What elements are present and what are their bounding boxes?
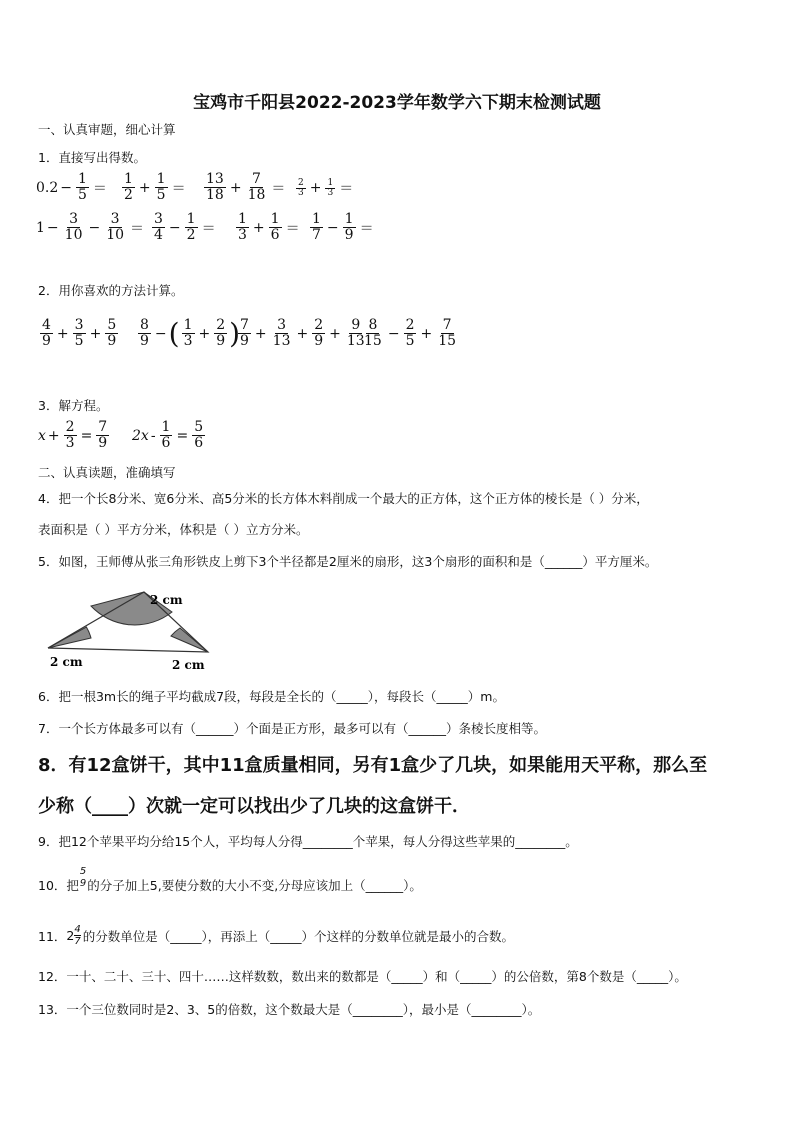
- q2-expression-3: $\frac{7}{9}$ + $\frac{3}{13}$ + $\frac{2}{9}$ + $\frac{9}{13}$: [240, 317, 365, 349]
- label-left: 2 cm: [50, 655, 83, 669]
- q3-equation-2: 2x - $\frac{1}{6}$ = $\frac{5}{6}$: [132, 419, 204, 451]
- question-10: 10．把 5 9 的分子加上5,要使分数的大小不变,分母应该加上（______）。: [38, 866, 422, 893]
- question-2-prompt: 2．用你喜欢的方法计算。: [38, 283, 184, 298]
- question-12: 12．一十、二十、三十、四十……这样数数，数出来的数都是（_____）和（_____）的公倍数，第8个数是（_____）。: [38, 969, 687, 984]
- question-8-line-2: 少称（____）次就一定可以找出少了几块的这盒饼干．: [38, 796, 470, 817]
- section-2-heading: 二、认真读题，准确填写: [38, 465, 176, 480]
- fraction: 5 9: [79, 866, 87, 889]
- question-13: 13．一个三位数同时是2、3、5的倍数，这个数最大是（________），最小是（________）。: [38, 1002, 541, 1017]
- question-8-line-1: 8．有12盒饼干，其中11盒质量相同，另有1盒少了几块，如果能用天平称，那么至: [38, 755, 708, 776]
- fraction: 4 7: [74, 924, 81, 947]
- label-top: 2 cm: [150, 593, 183, 607]
- q1-row2-item1: 1 − $\frac{3}{10}$ − $\frac{3}{10}$ ＝: [36, 211, 145, 243]
- question-6: 6．把一根3m长的绳子平均截成7段，每段是全长的（_____），每段长（_____）m。: [38, 689, 505, 704]
- q1-row1-item4: $\frac{2}{3}$ + $\frac{1}{3}$ ＝: [298, 177, 354, 198]
- question-4-line-1: 4．把一个长8分米、宽6分米、高5分米的长方体木料削成一个最大的正方体，这个正方体的棱长是（ ）分米，: [38, 491, 649, 506]
- q3-equation-1: x + $\frac{2}{3}$ = $\frac{7}{9}$: [38, 419, 108, 451]
- question-1-prompt: 1．直接写出得数。: [38, 150, 146, 165]
- question-3-prompt: 3．解方程。: [38, 398, 109, 413]
- page-title: 宝鸡市千阳县2022-2023学年数学六下期末检测试题: [193, 93, 601, 113]
- triangle-sectors-figure: [38, 586, 218, 674]
- question-9: 9．把12个苹果平均分给15个人，平均每人分得________个苹果，每人分得这些苹果的________。: [38, 834, 578, 849]
- label-right: 2 cm: [172, 658, 205, 672]
- q1-row1-item1: 0.2 − $\frac{1}{5}$ ＝: [36, 171, 107, 203]
- q1-row2-item2: $\frac{3}{4}$ − $\frac{1}{2}$ ＝: [154, 211, 216, 243]
- q1-row1-item2: $\frac{1}{2}$ + $\frac{1}{5}$ ＝: [124, 171, 186, 203]
- q1-row2-item3: $\frac{1}{3}$ + $\frac{1}{6}$ ＝: [238, 211, 300, 243]
- right-sector: [171, 628, 208, 652]
- q1-row1-item3: $\frac{13}{18}$ + $\frac{7}{18}$ ＝: [206, 171, 286, 203]
- question-5-prompt: 5．如图，王师傅从张三角形铁皮上剪下3个半径都是2厘米的扇形，这3个扇形的面积和是（______）平方厘米。: [38, 554, 658, 569]
- section-1-heading: 一、认真审题，细心计算: [38, 122, 176, 137]
- q2-expression-2: $\frac{8}{9}$ − ( $\frac{1}{3}$ + $\frac{2}{9}$ ): [140, 316, 241, 350]
- q2-expression-4: $\frac{8}{15}$ − $\frac{2}{5}$ + $\frac{7}{15}$: [364, 317, 457, 349]
- q2-expression-1: $\frac{4}{9}$ + $\frac{3}{5}$ + $\frac{5}{9}$: [42, 317, 117, 349]
- q1-row2-item4: $\frac{1}{7}$ − $\frac{1}{9}$ ＝: [312, 211, 374, 243]
- question-4-line-2: 表面积是（ ）平方分米，体积是（ ）立方分米。: [38, 522, 309, 537]
- fraction: $\frac{1}{5}$: [78, 171, 87, 203]
- question-7: 7．一个长方体最多可以有（______）个面是正方形，最多可以有（______）条棱长度相等。: [38, 721, 546, 736]
- question-11: 11． 2 4 7 的分数单位是（_____），再添上（_____）个这样的分数单位就是最小的合数。: [38, 924, 514, 947]
